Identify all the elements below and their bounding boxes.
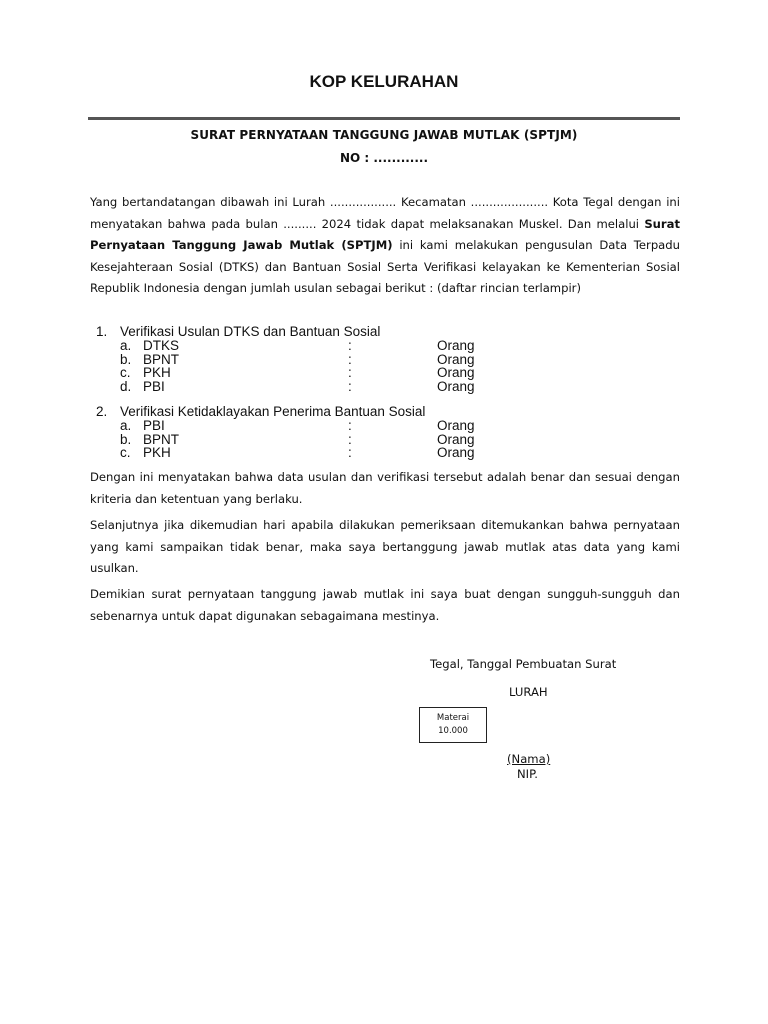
item-label: BPNT [143,351,180,367]
signatory-name: (Nama) [507,752,551,766]
usulan-list-heading [96,325,496,339]
usulan-list [96,325,496,393]
list-item [96,380,496,394]
responsibility-paragraph: Selanjutnya jika dikemudian hari apabila dilakukan pemeriksaan ditemukankan bahwa pernyataan yang kami sampaikan tidak benar, maka saya bertanggung jawab mutlak atas data yang kami usulkan. [90,518,680,575]
signature-place-date: Tegal, Tanggal Pembuatan Surat [430,657,617,671]
item-unit: Orang [437,431,475,447]
materai-stamp-box [419,707,487,743]
item-label: PKH [143,365,171,380]
list-item [96,433,496,447]
ketidaklayakan-list-heading [96,405,496,419]
intro-paragraph [90,192,680,300]
list-heading-text: Verifikasi Ketidaklayakan Penerima Bantuan Sosial [120,404,426,419]
item-letter: b. [120,431,132,447]
materai-label: Materai [436,713,470,723]
item-letter: c. [120,365,131,380]
item-label: DTKS [143,338,180,353]
list-item [96,366,496,380]
letterhead-divider [88,117,680,120]
item-letter: a. [120,338,132,353]
list-item [96,446,496,460]
item-unit: Orang [437,445,475,460]
ketidaklayakan-list [96,405,496,460]
item-letter: c. [120,445,131,460]
list-number: 1. [96,324,108,339]
item-unit: Orang [437,365,475,380]
item-colon: : [348,445,352,460]
item-label: PKH [143,445,171,460]
statement-paragraph: Dengan ini menyatakan bahwa data usulan dan verifikasi tersebut adalah benar dan sesuai dengan kriteria dan ketentuan yang berlaku. [90,470,680,506]
document-title: SURAT PERNYATAAN TANGGUNG JAWAB MUTLAK (SPTJM) [190,128,578,142]
item-colon: : [348,351,352,367]
item-unit: Orang [437,351,475,367]
intro-text-part1: Yang bertandatangan dibawah ini Lurah .................. Kecamatan ..................... Kota Tegal dengan ini menyatakan bahwa pada bulan ......... 2024 tidak dapat melaksanakan Muskel. Dan melalui [90,195,680,231]
list-number: 2. [96,404,108,419]
item-label: PBI [143,378,165,394]
closing-paragraph: Demikian surat pernyataan tanggung jawab mutlak ini saya buat dengan sungguh-sungguh dan sebenarnya untuk dapat digunakan sebagaimana mestinya. [90,587,680,623]
signature-position: LURAH [509,685,548,699]
intro-bold-text: Surat Pernyataan Tanggung Jawab Mutlak (SPTJM) [90,216,680,252]
item-label: PBI [143,418,165,433]
list-heading-text: Verifikasi Usulan DTKS dan Bantuan Sosial [120,324,381,339]
item-colon: : [348,431,352,447]
item-colon: : [348,378,352,394]
signatory-nip: NIP. [517,767,538,781]
item-label: BPNT [143,431,180,447]
list-item [96,353,496,367]
item-colon: : [348,418,352,433]
item-colon: : [348,365,352,380]
item-unit: Orang [437,338,475,353]
list-item [96,339,496,353]
item-unit: Orang [437,378,475,394]
item-colon: : [348,338,352,353]
item-letter: b. [120,351,132,367]
materai-value: 10.000 [438,726,468,736]
document-number: NO : ............ [339,151,429,165]
item-letter: d. [120,378,132,394]
letterhead-title: KOP KELURAHAN [309,72,459,91]
list-item [96,419,496,433]
item-unit: Orang [437,418,475,433]
item-letter: a. [120,418,132,433]
intro-text-part2: ini kami melakukan pengusulan Data Terpadu Kesejahteraan Sosial (DTKS) dan Bantuan Sosial Serta Verifikasi kelayakan ke Kementerian Sosial Republik Indonesia dengan jumlah usulan sebagai berikut : (daftar rincian terlampir) [90,238,680,295]
